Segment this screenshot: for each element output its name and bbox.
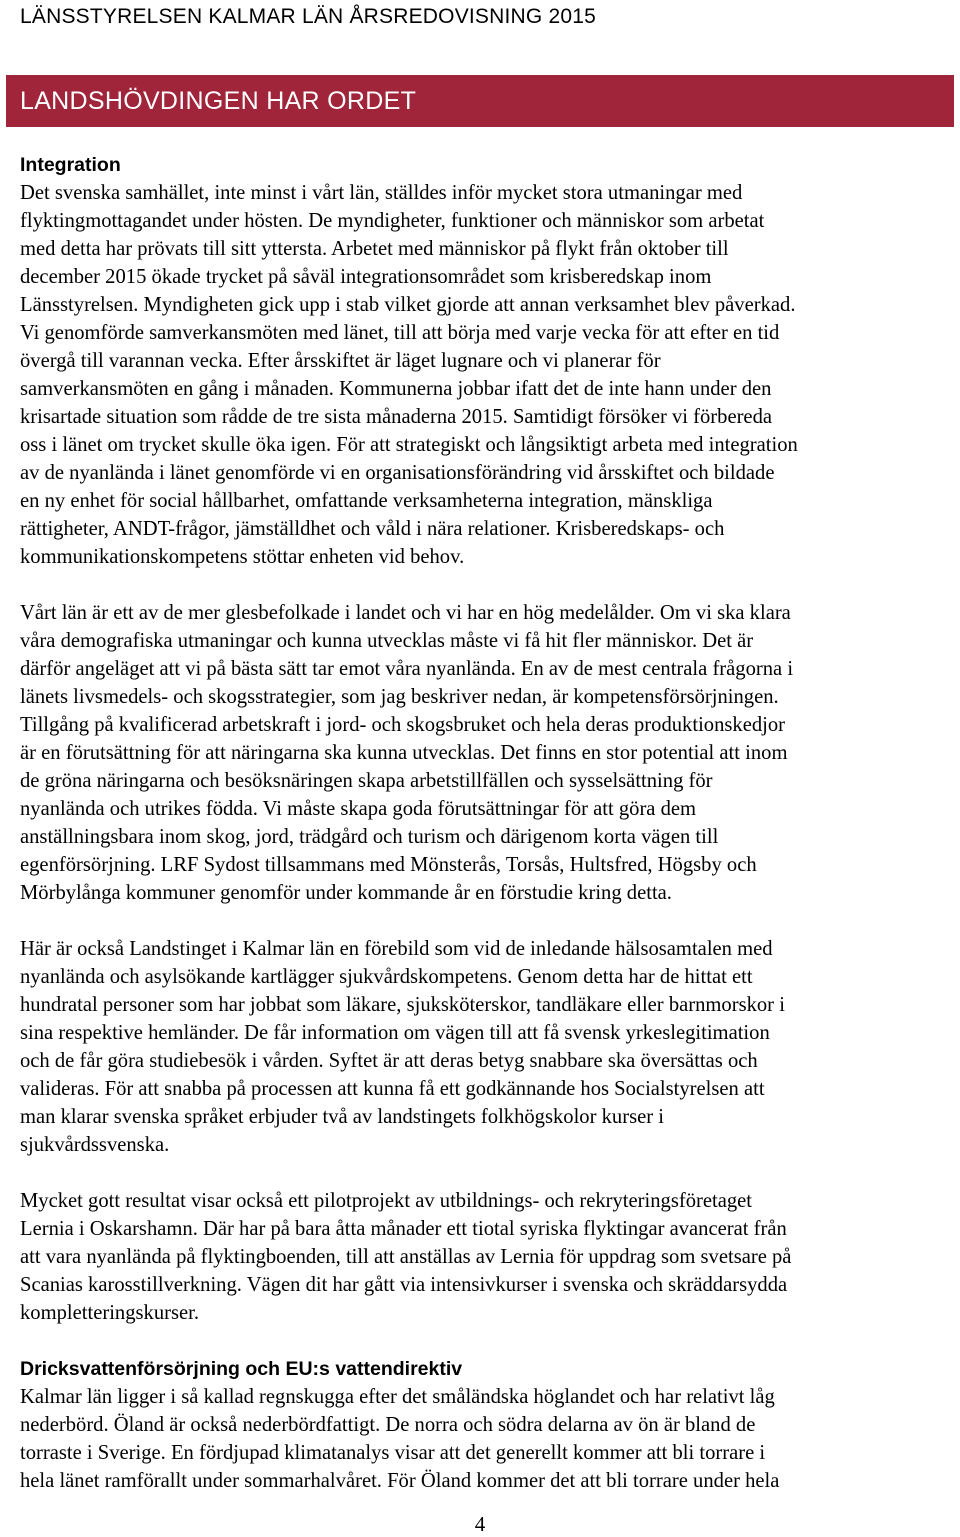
text-line: rättigheter, ANDT-frågor, jämställdhet och våld i nära relationer. Krisberedskaps- och	[20, 518, 725, 540]
banner-title: LANDSHÖVDINGEN HAR ORDET	[20, 87, 417, 115]
paragraph-integration-4	[20, 1187, 942, 1327]
heading-integration: Integration	[20, 154, 121, 176]
paragraph-integration-1	[20, 179, 942, 571]
running-header: LÄNSSTYRELSEN KALMAR LÄN ÅRSREDOVISNING 2015	[20, 5, 596, 28]
text-line: Kalmar län ligger i så kallad regnskugga efter det småländska höglandet och har relativt låg	[20, 1386, 775, 1408]
text-line: flyktingmottagandet under hösten. De myndigheter, funktioner och människor som arbetat	[20, 210, 765, 232]
paragraph-integration-2	[20, 599, 942, 907]
text-line: egenförsörjning. LRF Sydost tillsammans med Mönsterås, Torsås, Hultsfred, Högsby och	[20, 854, 757, 876]
text-line: Det svenska samhället, inte minst i vårt län, ställdes inför mycket stora utmaningar med	[20, 182, 743, 204]
text-line: Här är också Landstinget i Kalmar län en förebild som vid de inledande hälsosamtalen med	[20, 938, 773, 960]
text-line: därför angeläget att vi på bästa sätt tar emot våra nyanlända. En av de mest centrala frågorna i	[20, 658, 794, 680]
text-line: december 2015 ökade trycket på såväl integrationsområdet som krisberedskap inom	[20, 266, 712, 288]
text-line: hundratal personer som har jobbat som läkare, sjuksköterskor, tandläkare eller barnmorskor i	[20, 994, 785, 1016]
text-line: Mörbylånga kommuner genomför under kommande år en förstudie kring detta.	[20, 882, 672, 904]
document-body	[20, 151, 942, 1495]
text-line: torraste i Sverige. En fördjupad klimatanalys visar att det generellt kommer att bli torrare i	[20, 1442, 766, 1464]
text-line: hela länet ramförallt under sommarhalvåret. För Öland kommer det att bli torrare under hela	[20, 1470, 780, 1492]
text-line: samverkansmöten en gång i månaden. Kommunerna jobbar ifatt det de inte hann under den	[20, 378, 772, 400]
text-line: sjukvårdssvenska.	[20, 1134, 170, 1156]
text-line: Vi genomförde samverkansmöten med länet, till att börja med varje vecka för att efter en tid	[20, 322, 780, 344]
paragraph-dricksvatten-1	[20, 1383, 942, 1495]
text-line: och de får göra studiebesök i vården. Syftet är att deras betyg snabbare ska översättas och	[20, 1050, 758, 1072]
text-line: kommunikationskompetens stöttar enheten vid behov.	[20, 546, 465, 568]
text-line: att vara nyanlända på flyktingboenden, till att anställas av Lernia för uppdrag som svetsare på	[20, 1246, 792, 1268]
text-line: länets livsmedels- och skogsstrategier, som jag beskriver nedan, är kompetensförsörjningen.	[20, 686, 779, 708]
heading-dricksvatten: Dricksvattenförsörjning och EU:s vattendirektiv	[20, 1358, 463, 1380]
text-line: en ny enhet för social hållbarhet, omfattande verksamheterna integration, mänskliga	[20, 490, 713, 512]
text-line: är en förutsättning för att näringarna ska kunna utvecklas. Det finns en stor potential att inom	[20, 742, 788, 764]
text-line: sina respektive hemländer. De får information om vägen till att få svensk yrkeslegitimation	[20, 1022, 770, 1044]
section-banner	[6, 75, 954, 127]
text-line: Mycket gott resultat visar också ett pilotprojekt av utbildnings- och rekryteringsföretaget	[20, 1190, 753, 1212]
text-line: valideras. För att snabba på processen att kunna få ett godkännande hos Socialstyrelsen att	[20, 1078, 765, 1100]
text-line: Vårt län är ett av de mer glesbefolkade i landet och vi har en hög medelålder. Om vi ska klara	[20, 602, 791, 624]
text-line: Tillgång på kvalificerad arbetskraft i jord- och skogsbruket och hela deras produktionskedjor	[20, 714, 786, 736]
text-line: Lernia i Oskarshamn. Där har på bara åtta månader ett tiotal syriska flyktingar avancerat från	[20, 1218, 787, 1240]
text-line: Länsstyrelsen. Myndigheten gick upp i stab vilket gjorde att annan verksamhet blev påverkad.	[20, 294, 796, 316]
paragraph-integration-3	[20, 935, 942, 1159]
text-line: nyanlända och utrikes födda. Vi måste skapa goda förutsättningar för att göra dem	[20, 798, 697, 820]
text-line: nyanlända och asylsökande kartlägger sjukvårdskompetens. Genom detta har de hittat ett	[20, 966, 753, 988]
text-line: våra demografiska utmaningar och kunna utvecklas måste vi få hit fler människor. Det är	[20, 630, 754, 652]
text-line: man klarar svenska språket erbjuder två av landstingets folkhögskolor kurser i	[20, 1106, 664, 1128]
text-line: kompletteringskurser.	[20, 1302, 200, 1324]
text-line: oss i länet om trycket skulle öka igen. För att strategiskt och långsiktigt arbeta med integration	[20, 434, 798, 456]
text-line: nederbörd. Öland är också nederbördfattigt. De norra och södra delarna av ön är bland de	[20, 1414, 756, 1436]
page-number: 4	[474, 1512, 486, 1536]
text-line: Scanias karosstillverkning. Vägen dit har gått via intensivkurser i svenska och skräddarsydda	[20, 1274, 788, 1296]
text-line: övergå till varannan vecka. Efter årsskiftet är läget lugnare och vi planerar för	[20, 350, 661, 372]
text-line: krisartade situation som rådde de tre sista månaderna 2015. Samtidigt försöker vi förbereda	[20, 406, 773, 428]
text-line: med detta har prövats till sitt yttersta. Arbetet med människor på flykt från oktober till	[20, 238, 729, 260]
text-line: de gröna näringarna och besöksnäringen skapa arbetstillfällen och sysselsättning för	[20, 770, 713, 792]
text-line: av de nyanlända i länet genomförde vi en organisationsförändring vid årsskiftet och bildade	[20, 462, 775, 484]
text-line: anställningsbara inom skog, jord, trädgård och turism och därigenom korta vägen till	[20, 826, 719, 848]
